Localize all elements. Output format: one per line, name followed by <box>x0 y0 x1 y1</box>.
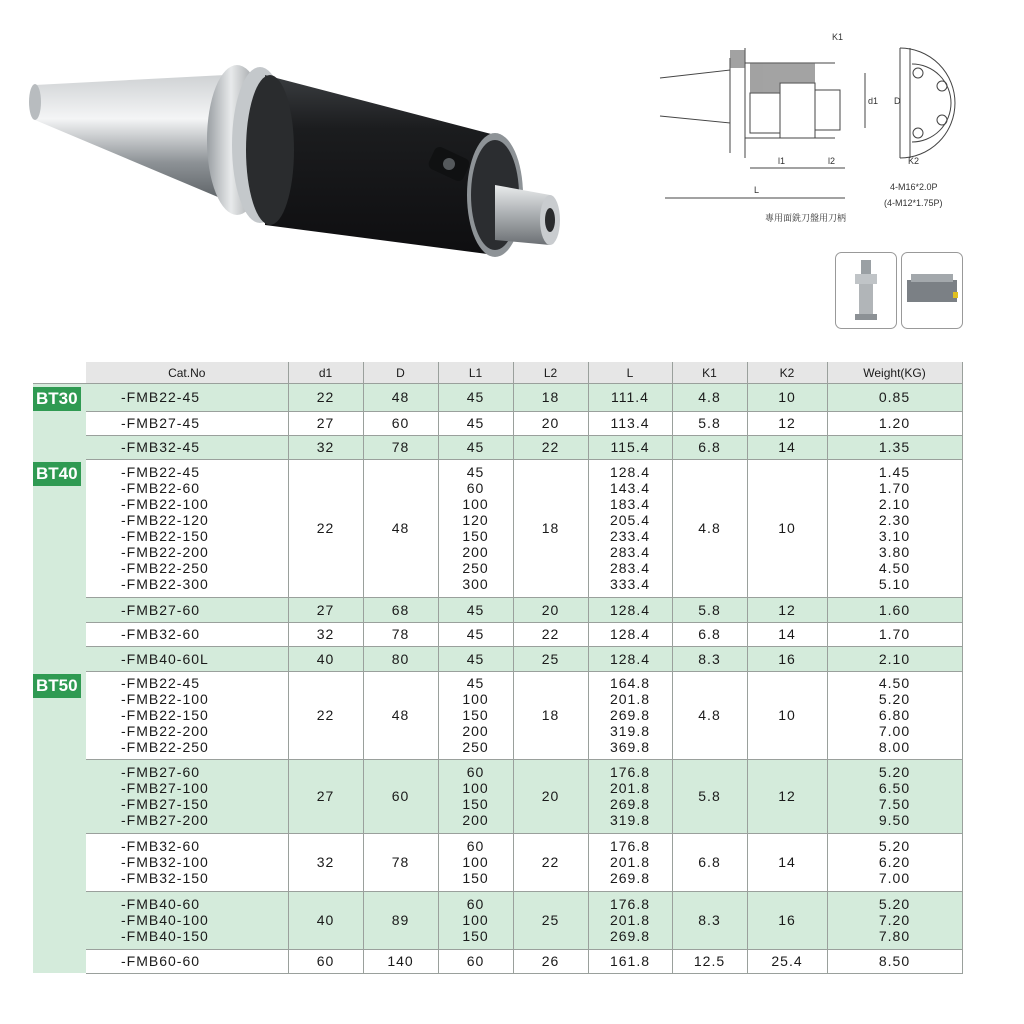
header-d1: d1 <box>288 362 363 384</box>
cell-D: 48 <box>363 384 438 412</box>
label-l2: l2 <box>828 156 836 166</box>
header-L1: L1 <box>438 362 513 384</box>
label-l1: l1 <box>778 156 786 166</box>
table-row <box>33 949 962 973</box>
cell-K2: 14 <box>747 622 827 646</box>
cell-K2: 14 <box>747 833 827 891</box>
cell-K2: 10 <box>747 384 827 412</box>
face-mill-thumbnail <box>901 252 963 329</box>
cell-cat: -FMB32-45 <box>86 435 288 459</box>
cell-D: 89 <box>363 891 438 949</box>
thread-note: 4-M16*2.0P <box>890 182 938 192</box>
cell-L2: 25 <box>513 646 588 671</box>
cell-L: 164.8 201.8 269.8 319.8 369.8 <box>588 671 672 759</box>
table-row <box>33 891 962 949</box>
cell-K2: 10 <box>747 671 827 759</box>
cell-K1: 4.8 <box>672 459 747 597</box>
cell-K1: 6.8 <box>672 833 747 891</box>
cell-weight: 4.50 5.20 6.80 7.00 8.00 <box>827 671 962 759</box>
label-k2: K2 <box>908 156 920 166</box>
cell-cat: -FMB60-60 <box>86 949 288 973</box>
cell-D: 78 <box>363 435 438 459</box>
cell-L2: 22 <box>513 435 588 459</box>
header-D: D <box>363 362 438 384</box>
cell-D: 80 <box>363 646 438 671</box>
cell-K2: 10 <box>747 459 827 597</box>
cell-cat: -FMB40-60 -FMB40-100 -FMB40-150 <box>86 891 288 949</box>
cell-weight: 5.20 6.50 7.50 9.50 <box>827 759 962 833</box>
cell-D: 48 <box>363 459 438 597</box>
cell-d1: 32 <box>288 435 363 459</box>
label-D: D <box>894 96 901 106</box>
table-row <box>33 384 962 412</box>
cell-cat: -FMB27-60 <box>86 597 288 622</box>
cell-K1: 6.8 <box>672 435 747 459</box>
cell-cat: -FMB32-60 <box>86 622 288 646</box>
cell-weight: 1.35 <box>827 435 962 459</box>
label-k1: K1 <box>832 32 844 42</box>
header-K2: K2 <box>747 362 827 384</box>
cell-weight: 5.20 6.20 7.00 <box>827 833 962 891</box>
cell-K1: 6.8 <box>672 622 747 646</box>
cell-d1: 22 <box>288 384 363 412</box>
cell-cat: -FMB32-60 -FMB32-100 -FMB32-150 <box>86 833 288 891</box>
cell-cat: -FMB27-60 -FMB27-100 -FMB27-150 -FMB27-200 <box>86 759 288 833</box>
header-L: L <box>588 362 672 384</box>
cell-K1: 8.3 <box>672 891 747 949</box>
cell-cat: -FMB27-45 <box>86 411 288 435</box>
cell-D: 140 <box>363 949 438 973</box>
header-K1: K1 <box>672 362 747 384</box>
cell-d1: 27 <box>288 411 363 435</box>
cell-L2: 22 <box>513 833 588 891</box>
drawing-caption: 專用面銑刀盤用刀柄 <box>765 213 847 223</box>
cell-D: 78 <box>363 833 438 891</box>
cell-K1: 4.8 <box>672 671 747 759</box>
cell-D: 60 <box>363 411 438 435</box>
table-row <box>33 671 962 759</box>
cell-L2: 25 <box>513 891 588 949</box>
cell-cat: -FMB40-60L <box>86 646 288 671</box>
cell-L2: 20 <box>513 411 588 435</box>
label-d1: d1 <box>868 96 879 106</box>
cell-L: 128.4 <box>588 646 672 671</box>
cell-K2: 25.4 <box>747 949 827 973</box>
cell-L2: 18 <box>513 671 588 759</box>
table-row <box>33 833 962 891</box>
cell-d1: 40 <box>288 891 363 949</box>
cell-L1: 45 <box>438 384 513 412</box>
cell-D: 48 <box>363 671 438 759</box>
tool-holder-photo <box>25 40 565 280</box>
series-badge-bt40: BT40 <box>33 462 81 486</box>
cell-D: 68 <box>363 597 438 622</box>
cell-K1: 5.8 <box>672 759 747 833</box>
table-row <box>33 459 962 597</box>
cell-K1: 8.3 <box>672 646 747 671</box>
thread-note-2: (4-M12*1.75P) <box>884 198 943 208</box>
cell-d1: 27 <box>288 759 363 833</box>
cell-weight: 1.70 <box>827 622 962 646</box>
table-row <box>33 646 962 671</box>
cell-d1: 32 <box>288 622 363 646</box>
cell-L1: 60 100 150 200 <box>438 759 513 833</box>
cell-K2: 12 <box>747 411 827 435</box>
cell-d1: 40 <box>288 646 363 671</box>
cell-L1: 45 <box>438 646 513 671</box>
cell-L2: 20 <box>513 597 588 622</box>
cell-L: 115.4 <box>588 435 672 459</box>
cell-weight: 1.60 <box>827 597 962 622</box>
cell-L1: 60 100 150 <box>438 833 513 891</box>
cell-L: 113.4 <box>588 411 672 435</box>
table-header <box>33 362 962 384</box>
cell-L: 128.4 143.4 183.4 205.4 233.4 283.4 283.4 333.4 <box>588 459 672 597</box>
cell-L: 128.4 <box>588 622 672 646</box>
cell-L: 128.4 <box>588 597 672 622</box>
cell-weight: 1.20 <box>827 411 962 435</box>
cell-L1: 45 100 150 200 250 <box>438 671 513 759</box>
cell-K2: 16 <box>747 891 827 949</box>
cell-K2: 12 <box>747 759 827 833</box>
cell-K2: 16 <box>747 646 827 671</box>
cell-L1: 45 <box>438 597 513 622</box>
series-badge-bt50: BT50 <box>33 674 81 698</box>
cell-L2: 26 <box>513 949 588 973</box>
header-L2: L2 <box>513 362 588 384</box>
cell-weight: 5.20 7.20 7.80 <box>827 891 962 949</box>
table-row <box>33 435 962 459</box>
cell-L1: 45 60 100 120 150 200 250 300 <box>438 459 513 597</box>
pull-stud-thumbnail <box>835 252 897 329</box>
cell-K2: 14 <box>747 435 827 459</box>
cell-L1: 45 <box>438 411 513 435</box>
cell-L1: 60 <box>438 949 513 973</box>
cell-L2: 22 <box>513 622 588 646</box>
cell-weight: 8.50 <box>827 949 962 973</box>
cell-d1: 22 <box>288 671 363 759</box>
cell-weight: 1.45 1.70 2.10 2.30 3.10 3.80 4.50 5.10 <box>827 459 962 597</box>
cell-D: 60 <box>363 759 438 833</box>
header-weight: Weight(KG) <box>827 362 962 384</box>
table-row <box>33 411 962 435</box>
table-row <box>33 759 962 833</box>
cell-L: 176.8 201.8 269.8 <box>588 891 672 949</box>
cell-L1: 60 100 150 <box>438 891 513 949</box>
table-row <box>33 597 962 622</box>
spec-table <box>33 362 963 974</box>
cell-L2: 20 <box>513 759 588 833</box>
cell-K1: 4.8 <box>672 384 747 412</box>
cell-d1: 32 <box>288 833 363 891</box>
cell-d1: 60 <box>288 949 363 973</box>
cell-L: 111.4 <box>588 384 672 412</box>
cell-L: 176.8 201.8 269.8 <box>588 833 672 891</box>
cell-D: 78 <box>363 622 438 646</box>
cell-weight: 2.10 <box>827 646 962 671</box>
series-badge-bt30: BT30 <box>33 387 81 411</box>
cell-L2: 18 <box>513 459 588 597</box>
cell-d1: 27 <box>288 597 363 622</box>
table-row <box>33 622 962 646</box>
cell-K1: 5.8 <box>672 411 747 435</box>
cell-d1: 22 <box>288 459 363 597</box>
cell-L: 176.8 201.8 269.8 319.8 <box>588 759 672 833</box>
header-cat-no: Cat.No <box>86 362 288 384</box>
cell-cat: -FMB22-45 <box>86 384 288 412</box>
cell-K2: 12 <box>747 597 827 622</box>
technical-drawing <box>650 28 990 228</box>
cell-weight: 0.85 <box>827 384 962 412</box>
cell-L2: 18 <box>513 384 588 412</box>
label-L: L <box>754 185 760 195</box>
cell-K1: 5.8 <box>672 597 747 622</box>
cell-L1: 45 <box>438 622 513 646</box>
cell-cat: -FMB22-45 -FMB22-100 -FMB22-150 -FMB22-200 -FMB22-250 <box>86 671 288 759</box>
cell-L1: 45 <box>438 435 513 459</box>
cell-L: 161.8 <box>588 949 672 973</box>
cell-cat: -FMB22-45 -FMB22-60 -FMB22-100 -FMB22-120 -FMB22-150 -FMB22-200 -FMB22-250 -FMB22-300 <box>86 459 288 597</box>
cell-K1: 12.5 <box>672 949 747 973</box>
